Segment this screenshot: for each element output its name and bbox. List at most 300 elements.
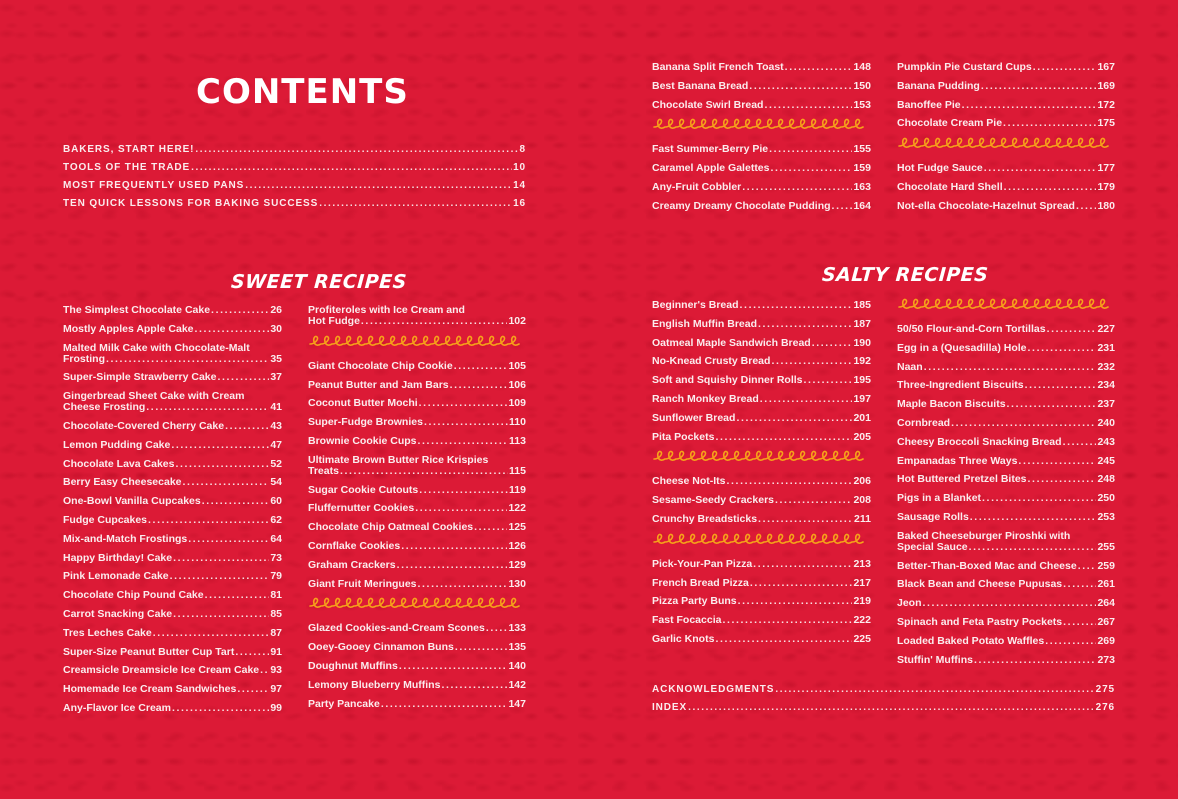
dot-leader	[760, 394, 853, 405]
dot-leader	[804, 375, 853, 386]
entry-title: Frosting	[63, 352, 105, 365]
entry-line	[63, 515, 282, 526]
recipe-entry[interactable]	[63, 665, 282, 676]
front-matter-list	[63, 144, 526, 216]
recipe-entry[interactable]	[308, 398, 526, 409]
dot-leader	[771, 356, 852, 367]
dot-leader	[202, 496, 270, 507]
entry-line	[63, 553, 282, 564]
dot-leader	[832, 201, 853, 212]
dot-leader	[738, 596, 853, 607]
recipe-entry[interactable]	[63, 343, 282, 365]
entry-line	[897, 636, 1115, 647]
page-number: 110	[509, 416, 526, 429]
entry-title: Party Pancake	[308, 697, 380, 710]
page-number: 41	[270, 401, 282, 414]
entry-title: Cheese Not-Its	[652, 475, 726, 488]
dot-leader	[486, 623, 508, 634]
recipe-entry[interactable]	[652, 514, 871, 525]
entry-title: Tres Leches Cake	[63, 626, 152, 639]
entry-title: Homemade Ice Cream Sandwiches	[63, 683, 237, 696]
entry-title: Sausage Rolls	[897, 510, 969, 523]
entry-title-line1: Malted Milk Cake with Chocolate-Malt	[63, 341, 250, 354]
recipe-entry[interactable]	[897, 201, 1115, 212]
recipe-entry[interactable]	[308, 680, 526, 691]
entry-title: Hot Fudge Sauce	[897, 162, 983, 175]
dot-leader	[172, 703, 269, 714]
page-number: 248	[1097, 473, 1115, 486]
entry-line	[63, 571, 282, 582]
entry-line	[652, 356, 871, 367]
recipe-entry[interactable]	[897, 456, 1115, 467]
squiggle-line-icon	[897, 298, 1115, 312]
recipe-entry[interactable]	[63, 647, 282, 658]
page-number: 273	[1097, 653, 1115, 666]
entry-title: Special Sauce	[897, 540, 968, 553]
entry-title: English Muffin Bread	[652, 317, 757, 330]
recipe-entry[interactable]	[308, 380, 526, 391]
entry-title: Fudge Cupcakes	[63, 513, 148, 526]
entry-line	[897, 512, 1115, 523]
recipe-entry[interactable]	[652, 62, 871, 73]
entry-line	[897, 418, 1115, 429]
recipe-entry[interactable]	[897, 118, 1115, 129]
page-number: 264	[1097, 597, 1115, 610]
dot-leader	[441, 680, 507, 691]
recipe-entry[interactable]	[308, 560, 526, 571]
recipe-entry[interactable]	[897, 100, 1115, 111]
entry-title-line1: Gingerbread Sheet Cake with Cream	[63, 390, 245, 403]
page-number: 10	[513, 162, 526, 173]
recipe-entry[interactable]	[652, 413, 871, 424]
recipe-entry[interactable]	[897, 474, 1115, 485]
page-number: 180	[1097, 199, 1115, 212]
dot-leader	[225, 421, 269, 432]
entry-title: INDEX	[652, 702, 688, 713]
entry-line	[897, 474, 1115, 485]
entry-line	[897, 163, 1115, 174]
dot-leader	[970, 512, 1097, 523]
page-number: 234	[1097, 379, 1115, 392]
dot-leader	[775, 495, 852, 506]
recipe-entry[interactable]	[897, 380, 1115, 391]
recipe-entry[interactable]	[308, 541, 526, 552]
recipe-entry[interactable]	[63, 477, 282, 488]
recipe-entry[interactable]	[308, 361, 526, 372]
dot-leader	[418, 579, 508, 590]
entry-title: Egg in a (Quesadilla) Hole	[897, 341, 1027, 354]
dot-leader	[1063, 579, 1096, 590]
dot-leader	[146, 402, 269, 413]
entry-title-line1: Ultimate Brown Butter Rice Krispies	[308, 453, 489, 466]
page-number: 197	[853, 392, 871, 405]
entry-title-line1: Profiteroles with Ice Cream and	[308, 304, 465, 316]
recipe-entry[interactable]	[652, 182, 871, 193]
entry-line	[63, 647, 282, 658]
entry-title: Creamy Dreamy Chocolate Pudding	[652, 199, 831, 212]
recipe-entry[interactable]	[63, 421, 282, 432]
page-number: 227	[1097, 323, 1115, 335]
entry-line	[63, 703, 282, 714]
pies-group	[652, 144, 871, 211]
recipe-entry[interactable]	[652, 100, 871, 111]
entry-title: Spinach and Feta Pastry Pockets	[897, 615, 1063, 628]
entry-line	[308, 380, 526, 391]
recipe-entry[interactable]	[652, 476, 871, 487]
entry-line	[897, 598, 1115, 609]
dot-leader	[260, 665, 269, 676]
recipe-entry[interactable]	[308, 699, 526, 710]
toc-entry[interactable]	[652, 684, 1115, 702]
dot-leader	[771, 163, 853, 174]
page-number: 140	[508, 659, 526, 672]
entry-line	[652, 615, 871, 626]
entry-line	[652, 375, 871, 386]
entry-title: Pita Pockets	[652, 430, 715, 443]
entry-title: One-Bowl Vanilla Cupcakes	[63, 495, 201, 508]
entry-title: Happy Birthday! Cake	[63, 551, 173, 564]
recipe-entry[interactable]	[897, 81, 1115, 92]
toc-entry[interactable]	[652, 702, 1115, 720]
page-number: 113	[509, 434, 526, 447]
entry-line	[308, 541, 526, 552]
recipe-entry[interactable]	[897, 512, 1115, 523]
squiggle-divider	[652, 450, 871, 464]
entry-title: Berry Easy Cheesecake	[63, 476, 182, 489]
dot-leader	[715, 432, 852, 443]
recipe-entry[interactable]	[308, 661, 526, 672]
page-number: 73	[270, 551, 282, 564]
entry-line	[652, 514, 871, 525]
back-matter-list	[652, 684, 1115, 720]
page-number: 54	[270, 476, 282, 489]
dot-leader	[319, 198, 512, 209]
page-number: 153	[853, 98, 871, 111]
salty-recipes-heading: SALTY RECIPES	[821, 264, 990, 286]
recipe-entry[interactable]	[897, 62, 1115, 73]
entry-line	[63, 628, 282, 639]
entry-line	[63, 459, 282, 470]
dot-leader	[1045, 636, 1096, 647]
entry-line	[897, 655, 1115, 666]
dot-leader	[1003, 118, 1096, 129]
dot-leader	[962, 100, 1097, 111]
page-number: 109	[508, 397, 526, 410]
page-number: 155	[853, 143, 871, 156]
recipe-entry[interactable]	[652, 163, 871, 174]
page-number: 211	[854, 512, 871, 525]
recipe-entry[interactable]	[308, 305, 526, 327]
page-number: 192	[853, 355, 871, 368]
savory-group	[897, 324, 1115, 666]
recipe-entry[interactable]	[652, 432, 871, 443]
entry-line	[308, 316, 526, 327]
page-number: 130	[508, 577, 526, 590]
dot-leader	[1078, 561, 1097, 572]
entry-line	[897, 182, 1115, 193]
page-number: 87	[270, 626, 282, 639]
entry-title: Not-ella Chocolate-Hazelnut Spread	[897, 199, 1075, 212]
entry-line	[63, 354, 282, 365]
recipe-entry[interactable]	[308, 642, 526, 653]
page-number: 14	[513, 180, 526, 191]
recipe-entry[interactable]	[897, 493, 1115, 504]
dot-leader	[758, 514, 853, 525]
entry-title: Cheese Frosting	[63, 401, 146, 414]
recipe-entry[interactable]	[897, 636, 1115, 647]
recipe-entry[interactable]	[652, 578, 871, 589]
dot-leader	[1063, 437, 1097, 448]
dot-leader	[1007, 399, 1097, 410]
entry-line	[897, 542, 1115, 553]
page-number: 167	[1097, 61, 1115, 73]
entry-line	[652, 300, 871, 311]
entry-title: Best Banana Bread	[652, 79, 749, 92]
dot-leader	[399, 661, 508, 672]
recipe-entry[interactable]	[63, 609, 282, 620]
recipe-entry[interactable]	[63, 571, 282, 582]
squiggle-divider	[308, 597, 526, 611]
squiggle-divider	[652, 533, 871, 547]
page-number: 62	[270, 513, 282, 526]
dot-leader	[974, 655, 1096, 666]
recipe-entry[interactable]	[897, 343, 1115, 354]
dot-leader	[237, 684, 269, 695]
recipe-entry[interactable]	[63, 553, 282, 564]
entry-line	[652, 62, 871, 73]
entry-title: Any-Flavor Ice Cream	[63, 701, 171, 714]
recipe-entry[interactable]	[652, 615, 871, 626]
dot-leader	[1076, 201, 1097, 212]
page-number: 213	[853, 557, 871, 570]
dot-leader	[769, 144, 852, 155]
recipe-entry[interactable]	[897, 324, 1115, 335]
entry-title: Glazed Cookies-and-Cream Scones	[308, 622, 485, 635]
entry-line	[652, 476, 871, 487]
entry-title: Hot Fudge	[308, 315, 360, 327]
entry-line	[652, 634, 871, 645]
recipe-entry[interactable]	[308, 417, 526, 428]
page-number: 150	[853, 79, 871, 92]
recipe-entry[interactable]	[652, 634, 871, 645]
recipe-entry[interactable]	[897, 399, 1115, 410]
squiggle-line-icon	[308, 597, 526, 611]
toc-entry[interactable]	[63, 162, 526, 180]
squiggle-line-icon	[897, 137, 1115, 151]
dot-leader	[688, 702, 1095, 713]
recipe-entry[interactable]	[897, 598, 1115, 609]
recipe-entry[interactable]	[897, 579, 1115, 590]
entry-line	[652, 338, 871, 349]
page-number: 231	[1097, 341, 1115, 354]
entry-line	[897, 456, 1115, 467]
page-number: 97	[270, 683, 282, 696]
dot-leader	[205, 590, 270, 601]
recipe-entry[interactable]	[897, 437, 1115, 448]
recipe-entry[interactable]	[308, 623, 526, 634]
recipe-entry[interactable]	[652, 144, 871, 155]
recipe-entry[interactable]	[63, 684, 282, 695]
entry-line	[652, 559, 871, 570]
recipe-entry[interactable]	[897, 182, 1115, 193]
entry-line	[63, 324, 282, 335]
entry-line	[63, 372, 282, 383]
entry-line	[308, 661, 526, 672]
page-number: 102	[508, 315, 526, 327]
page-number: 276	[1095, 702, 1115, 713]
recipe-entry[interactable]	[652, 559, 871, 570]
recipe-entry[interactable]	[652, 300, 871, 311]
entry-line	[63, 609, 282, 620]
toc-entry[interactable]	[63, 198, 526, 216]
recipe-entry[interactable]	[308, 522, 526, 533]
entry-line	[652, 578, 871, 589]
recipe-entry[interactable]	[652, 338, 871, 349]
dot-leader	[1028, 474, 1097, 485]
recipe-entry[interactable]	[63, 391, 282, 413]
recipe-entry[interactable]	[63, 590, 282, 601]
page-number: 245	[1097, 454, 1115, 467]
dot-leader	[750, 578, 853, 589]
page-number: 81	[270, 589, 282, 602]
recipe-entry[interactable]	[308, 485, 526, 496]
entry-title: Cornbread	[897, 416, 951, 429]
entry-title: Chocolate-Covered Cherry Cake	[63, 419, 225, 432]
recipe-entry[interactable]	[63, 628, 282, 639]
breakfast-group	[308, 623, 526, 709]
entry-title: Pumpkin Pie Custard Cups	[897, 61, 1032, 73]
entry-title: Any-Fruit Cobbler	[652, 180, 742, 193]
entry-title: No-Knead Crusty Bread	[652, 355, 771, 368]
recipe-entry[interactable]	[652, 596, 871, 607]
dot-leader	[191, 162, 512, 173]
recipe-entry[interactable]	[652, 495, 871, 506]
page-number: 163	[853, 180, 871, 193]
dot-leader	[418, 436, 509, 447]
entry-title: MOST FREQUENTLY USED PANS	[63, 180, 245, 191]
recipe-entry[interactable]	[63, 372, 282, 383]
recipe-entry[interactable]	[897, 655, 1115, 666]
page-number: 85	[270, 607, 282, 620]
entry-line	[63, 440, 282, 451]
recipe-entry[interactable]	[897, 617, 1115, 628]
sweet-recipes-heading: SWEET RECIPES	[230, 271, 408, 293]
page-number: 148	[853, 61, 871, 73]
salty-breads-group	[652, 300, 871, 443]
breads-group	[652, 62, 871, 111]
entry-title: Crunchy Breadsticks	[652, 512, 758, 525]
entry-title: ACKNOWLEDGMENTS	[652, 684, 775, 695]
puddings-group	[897, 62, 1115, 129]
recipe-entry[interactable]	[652, 319, 871, 330]
entry-line	[897, 399, 1115, 410]
recipe-entry[interactable]	[897, 362, 1115, 373]
toc-entry[interactable]	[63, 180, 526, 198]
page-number: 269	[1097, 634, 1115, 647]
entry-line	[63, 305, 282, 316]
page-number: 217	[853, 576, 871, 589]
page-number: 243	[1097, 435, 1115, 448]
cookies-group	[308, 361, 526, 590]
salty-column-2	[897, 298, 1115, 673]
recipe-entry[interactable]	[897, 531, 1115, 553]
entry-title: Sesame-Seedy Crackers	[652, 494, 775, 507]
dot-leader	[340, 466, 508, 477]
entry-line	[897, 81, 1115, 92]
entry-title: Oatmeal Maple Sandwich Bread	[652, 336, 811, 349]
recipe-entry[interactable]	[652, 375, 871, 386]
recipe-entry[interactable]	[308, 436, 526, 447]
recipe-entry[interactable]	[63, 534, 282, 545]
dot-leader	[217, 372, 269, 383]
recipe-entry[interactable]	[652, 356, 871, 367]
page-number: 255	[1097, 540, 1115, 553]
entry-line	[63, 590, 282, 601]
entry-line	[652, 144, 871, 155]
dot-leader	[924, 362, 1097, 373]
dot-leader	[727, 476, 853, 487]
recipe-entry[interactable]	[897, 561, 1115, 572]
recipe-entry[interactable]	[63, 440, 282, 451]
entry-title: Banoffee Pie	[897, 98, 961, 111]
page-number: 164	[853, 199, 871, 212]
recipe-entry[interactable]	[63, 496, 282, 507]
entry-title: Soft and Squishy Dinner Rolls	[652, 374, 803, 387]
entry-title: Lemony Blueberry Muffins	[308, 678, 441, 691]
page-number: 52	[270, 457, 282, 470]
entry-title: Beginner's Bread	[652, 299, 739, 311]
dot-leader	[775, 684, 1094, 695]
recipe-entry[interactable]	[308, 455, 526, 477]
page-number: 187	[853, 317, 871, 330]
dot-leader	[183, 477, 270, 488]
toc-entry[interactable]	[63, 144, 526, 162]
recipe-entry[interactable]	[63, 515, 282, 526]
dot-leader	[401, 541, 507, 552]
recipe-entry[interactable]	[63, 703, 282, 714]
entry-title: Banana Pudding	[897, 79, 980, 92]
recipe-entry[interactable]	[63, 305, 282, 316]
recipe-entry[interactable]	[652, 81, 871, 92]
squiggle-line-icon	[652, 118, 871, 132]
entry-line	[897, 380, 1115, 391]
recipe-entry[interactable]	[63, 324, 282, 335]
dot-leader	[1063, 617, 1096, 628]
page-number: 129	[508, 558, 526, 571]
entry-title: Super-Simple Strawberry Cake	[63, 371, 217, 384]
squiggle-divider	[652, 118, 871, 132]
sweet-column-1	[63, 305, 282, 722]
page-number: 195	[853, 374, 871, 387]
entry-title: French Bread Pizza	[652, 576, 749, 589]
entry-line	[308, 579, 526, 590]
entry-title: Better-Than-Boxed Mac and Cheese	[897, 559, 1077, 572]
entry-title: Carrot Snacking Cake	[63, 607, 173, 620]
dot-leader	[175, 459, 269, 470]
recipe-entry[interactable]	[652, 394, 871, 405]
entry-title: Giant Chocolate Chip Cookie	[308, 359, 453, 372]
recipe-entry[interactable]	[63, 459, 282, 470]
squiggle-line-icon	[308, 335, 526, 349]
recipe-entry[interactable]	[897, 163, 1115, 174]
recipe-entry[interactable]	[308, 503, 526, 514]
entry-title: Graham Crackers	[308, 558, 396, 571]
dot-leader	[812, 338, 853, 349]
dot-leader	[419, 485, 508, 496]
recipe-entry[interactable]	[308, 579, 526, 590]
recipe-entry[interactable]	[897, 418, 1115, 429]
recipe-entry[interactable]	[652, 201, 871, 212]
